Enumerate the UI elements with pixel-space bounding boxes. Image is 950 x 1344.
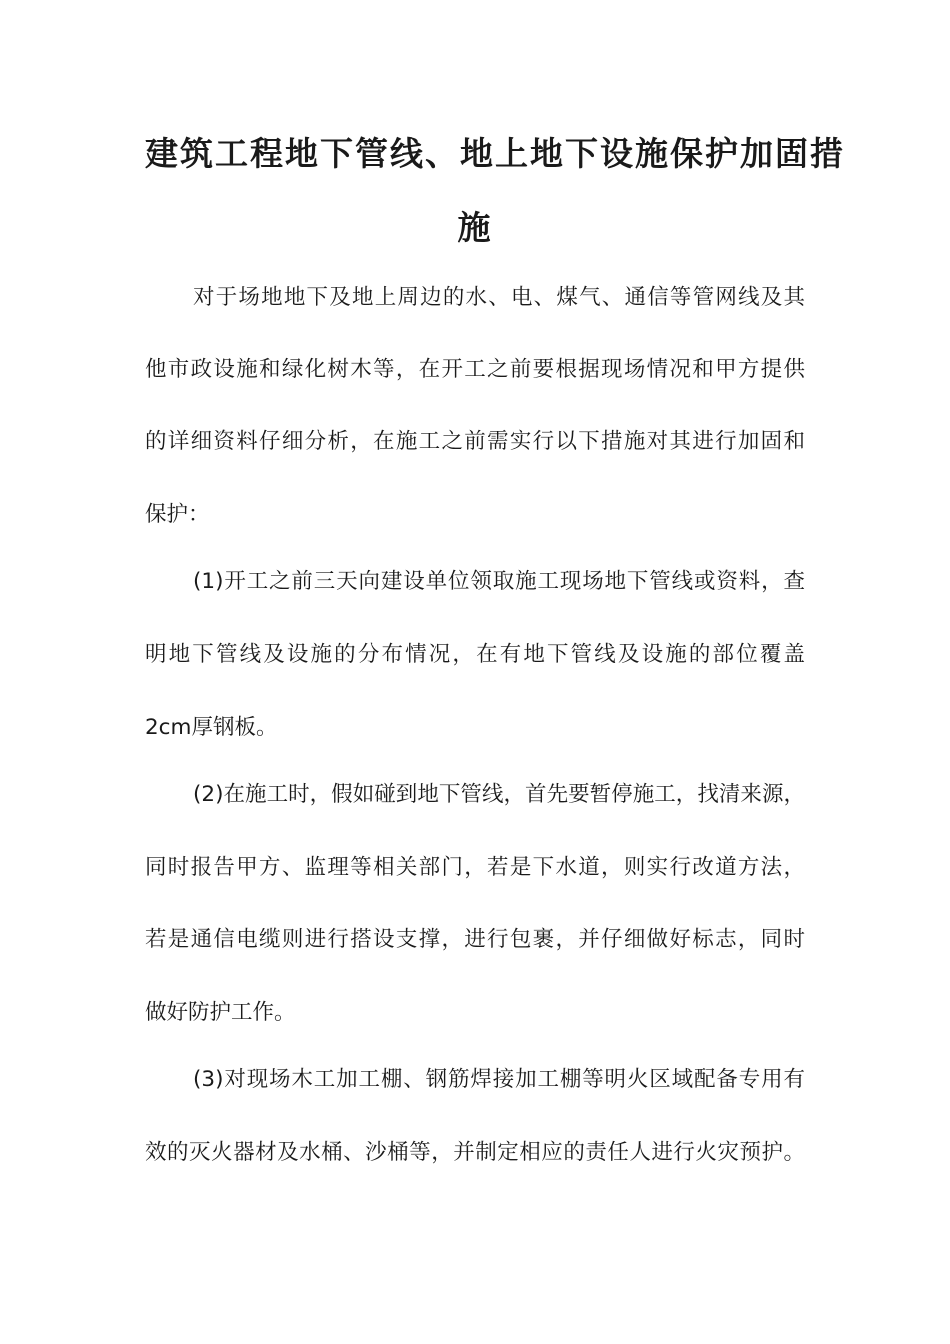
paragraph-2-line-1: (1)开工之前三天向建设单位领取施工现场地下管线或资料，查 (193, 569, 805, 594)
document-title-line-1: 建筑工程地下管线、地上地下设施保护加固措 (145, 134, 845, 173)
paragraph-4-line-1: (3)对现场木工加工棚、钢筋焊接加工棚等明火区域配备专用有 (193, 1067, 805, 1092)
paragraph-3-line-4: 做好防护工作。 (145, 1000, 296, 1025)
paragraph-3-line-3: 若是通信电缆则进行搭设支撑，进行包裹，并仔细做好标志，同时 (145, 927, 805, 952)
paragraph-1-line-3: 的详细资料仔细分析，在施工之前需实行以下措施对其进行加固和 (145, 429, 805, 454)
paragraph-1-line-1: 对于场地地下及地上周边的水、电、煤气、通信等管网线及其 (193, 285, 805, 310)
paragraph-3-line-2: 同时报告甲方、监理等相关部门，若是下水道，则实行改道方法， (145, 855, 805, 880)
document-title-line-2: 施 (457, 208, 493, 247)
paragraph-1-line-2: 他市政设施和绿化树木等，在开工之前要根据现场情况和甲方提供 (145, 357, 805, 382)
paragraph-1-line-4: 保护： (145, 502, 210, 527)
paragraph-3-line-1: (2)在施工时，假如碰到地下管线，首先要暂停施工，找清来源， (193, 782, 805, 807)
paragraph-2-line-3: 2cm厚钢板。 (145, 715, 278, 740)
paragraph-2-line-2: 明地下管线及设施的分布情况，在有地下管线及设施的部位覆盖 (145, 642, 805, 667)
paragraph-4-line-2: 效的灭火器材及水桶、沙桶等，并制定相应的责任人进行火灾预护。 (145, 1140, 805, 1165)
